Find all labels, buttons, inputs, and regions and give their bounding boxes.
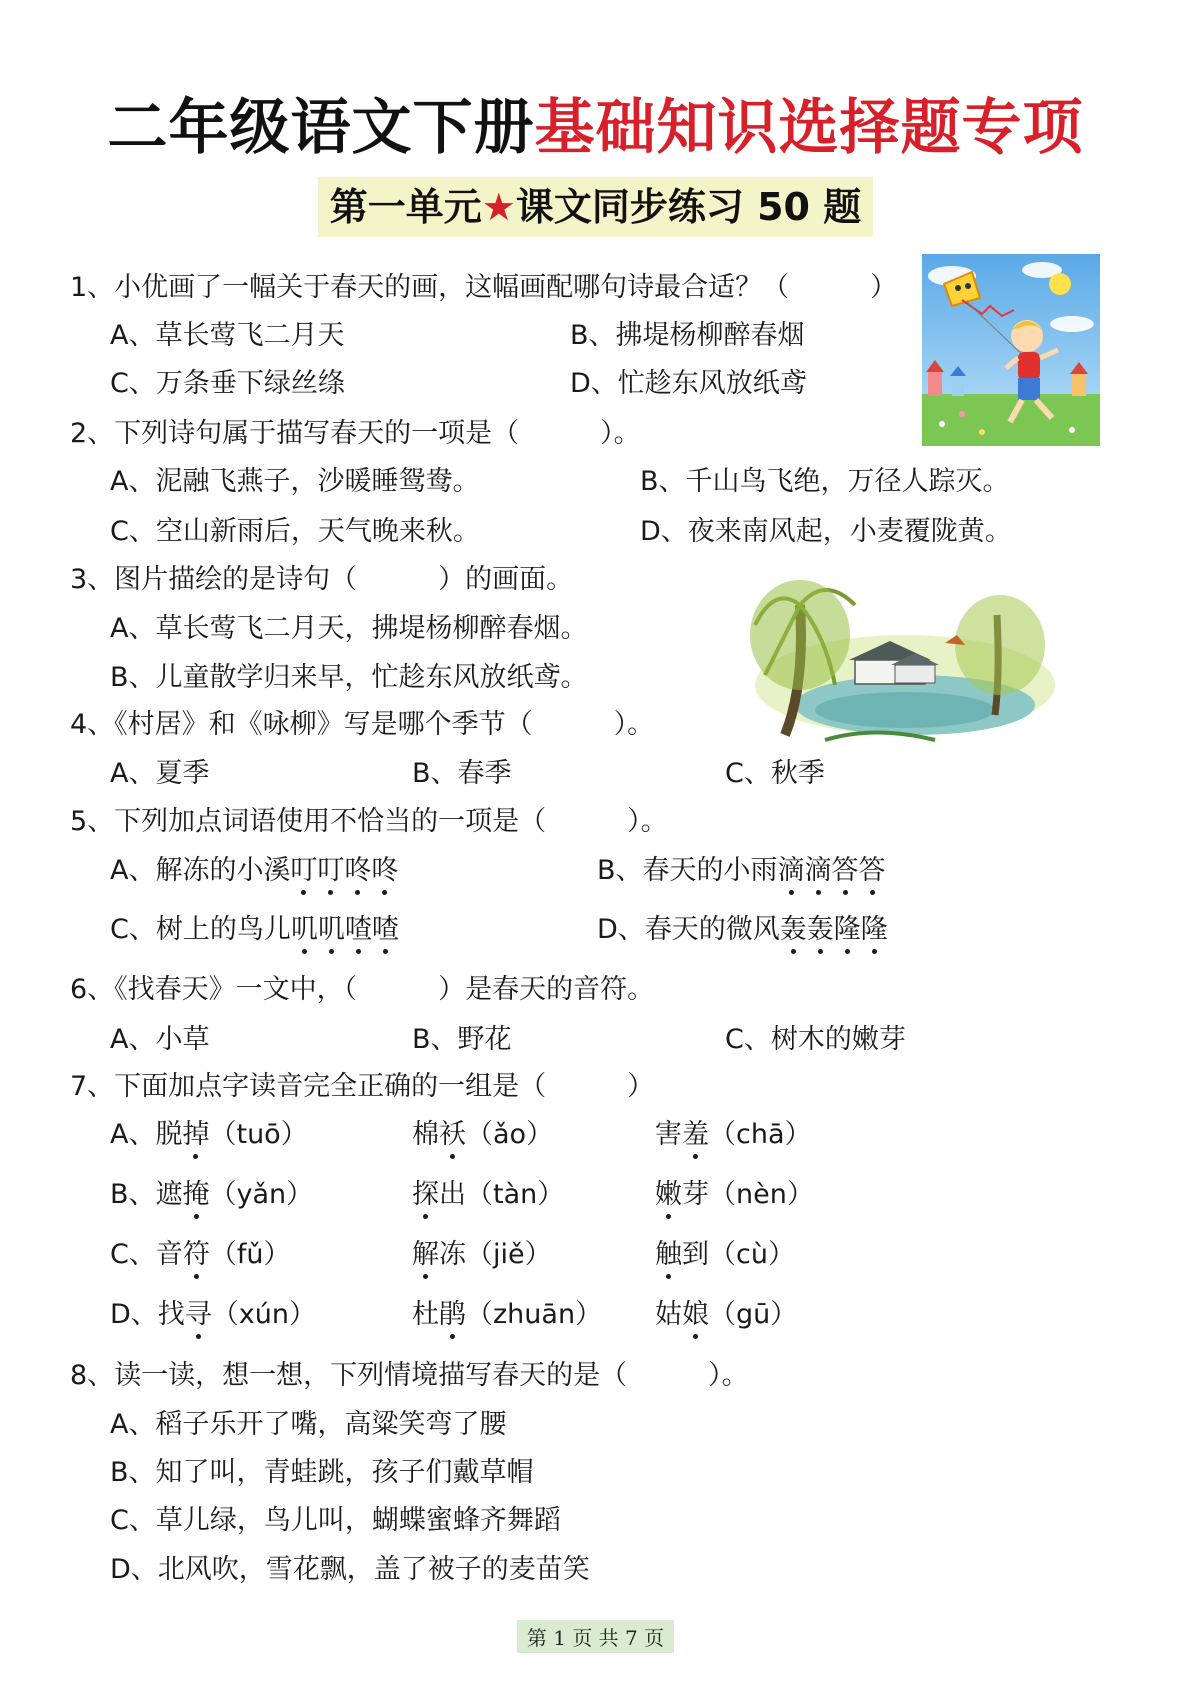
- q5-c-pre: C、树上的鸟儿: [110, 914, 291, 945]
- q7-stem: 7、下面加点字读音完全正确的一组是（ ）: [70, 1071, 655, 1102]
- q7-option-d-item-3: [655, 1297, 797, 1333]
- pinyin: （cù）: [709, 1239, 795, 1270]
- q5-stem: 5、下列加点词语使用不恰当的一项是（ ）。: [70, 806, 668, 837]
- q5-a-pre: A、解冻的小溪: [110, 855, 291, 886]
- word-char: 鹃: [439, 1297, 466, 1333]
- dotted-char: 轰: [780, 912, 807, 948]
- option-letter: B、: [110, 1179, 156, 1210]
- q1-option-d[interactable]: D、忙趁东风放纸鸢: [570, 368, 807, 399]
- q3-option-b[interactable]: B、儿童散学归来早，忙趁东风放纸鸢。: [110, 662, 588, 693]
- star-icon: ★: [481, 185, 516, 229]
- dotted-char: 答: [832, 853, 859, 889]
- q8-option-a[interactable]: A、稻子乐开了嘴，高粱笑弯了腰: [110, 1409, 507, 1440]
- kite-boy-illustration: [922, 254, 1100, 446]
- pinyin: （xún）: [211, 1299, 316, 1330]
- q2-stem: 2、下列诗句属于描写春天的一项是（ ）。: [70, 418, 641, 449]
- pinyin: （nèn）: [709, 1179, 814, 1210]
- dotted-char: 叮: [317, 853, 344, 889]
- pinyin: （tuō）: [209, 1119, 308, 1150]
- word-char: 掩: [183, 1177, 210, 1213]
- q6-option-b[interactable]: B、野花: [412, 1024, 512, 1055]
- q5-option-a[interactable]: [110, 853, 398, 889]
- word-char: 到: [682, 1239, 709, 1270]
- q7-option-b-item-1[interactable]: [110, 1177, 313, 1213]
- word-char: 娘: [682, 1297, 709, 1333]
- word-char: 害: [655, 1119, 682, 1150]
- willow-river-illustration: [745, 565, 1060, 745]
- dotted-char: 咚: [371, 853, 398, 889]
- q7-option-a-item-3: [655, 1117, 812, 1153]
- q7-option-b-item-2: [412, 1177, 564, 1213]
- word-char: 袄: [439, 1117, 466, 1153]
- word-char: 音: [155, 1239, 183, 1270]
- subtitle-post: 课文同步练习 50 题: [515, 185, 862, 229]
- word-char: 找: [157, 1299, 185, 1330]
- word-char: 遮: [155, 1179, 183, 1210]
- subtitle: [318, 177, 873, 237]
- subtitle-pre: 第一单元: [329, 185, 482, 229]
- q5-option-d[interactable]: [597, 912, 888, 948]
- dotted-char: 喳: [345, 912, 372, 948]
- dotted-char: 叮: [290, 853, 317, 889]
- q2-option-c[interactable]: C、空山新雨后，天气晚来秋。: [110, 516, 480, 547]
- word-char: 芽: [682, 1179, 709, 1210]
- pinyin: （jiě）: [466, 1239, 552, 1270]
- word-char: 姑: [655, 1299, 682, 1330]
- word-char: 出: [439, 1179, 466, 1210]
- page-title: [0, 88, 1191, 168]
- q8-option-b[interactable]: B、知了叫，青蛙跳，孩子们戴草帽: [110, 1457, 534, 1488]
- pinyin: （tàn）: [466, 1179, 565, 1210]
- dotted-char: 叽: [318, 912, 345, 948]
- dotted-char: 咚: [344, 853, 371, 889]
- q5-b-pre: B、春天的小雨: [597, 855, 778, 886]
- word-char: 掉: [182, 1117, 209, 1153]
- option-letter: D、: [110, 1299, 158, 1330]
- page-footer: [0, 1620, 1191, 1653]
- q2-option-a[interactable]: A、泥融飞燕子，沙暖睡鸳鸯。: [110, 466, 480, 497]
- word-char: 探: [412, 1177, 439, 1213]
- pinyin: （ǎo）: [466, 1119, 554, 1150]
- q8-stem: 8、读一读，想一想，下列情境描写春天的是（ ）。: [70, 1360, 749, 1391]
- q7-option-d-item-1[interactable]: [110, 1297, 316, 1333]
- q7-option-c-item-2: [412, 1237, 552, 1273]
- q7-option-d-item-2: [412, 1297, 602, 1333]
- q7-option-a-item-2: [412, 1117, 553, 1153]
- page-number: 第 1 页 共 7 页: [517, 1620, 674, 1653]
- q8-option-d[interactable]: D、北风吹，雪花飘，盖了被子的麦苗笑: [110, 1554, 590, 1585]
- dotted-char: 答: [859, 853, 886, 889]
- title-red: 基础知识选择题专项: [534, 93, 1084, 163]
- q1-option-b[interactable]: B、拂堤杨柳醉春烟: [570, 320, 805, 351]
- pinyin: （zhuān）: [466, 1299, 603, 1330]
- q5-option-c[interactable]: [110, 912, 399, 948]
- title-black: 二年级语文下册: [107, 93, 535, 163]
- pinyin: （chā）: [709, 1119, 812, 1150]
- word-char: 棉: [412, 1119, 439, 1150]
- dotted-char: 滴: [805, 853, 832, 889]
- q1-option-a[interactable]: A、草长莺飞二月天: [110, 320, 345, 351]
- pinyin: （fǔ）: [209, 1239, 291, 1270]
- option-letter: C、: [110, 1239, 156, 1270]
- dotted-char: 轰: [807, 912, 834, 948]
- q8-option-c[interactable]: C、草儿绿，鸟儿叫，蝴蝶蜜蜂齐舞蹈: [110, 1505, 561, 1536]
- option-letter: A、: [110, 1119, 156, 1150]
- word-char: 脱: [155, 1119, 183, 1150]
- q4-option-b[interactable]: B、春季: [412, 758, 512, 789]
- q6-option-a[interactable]: A、小草: [110, 1024, 210, 1055]
- word-char: 寻: [185, 1297, 212, 1333]
- pinyin: （yǎn）: [209, 1179, 314, 1210]
- q7-option-c-item-1[interactable]: [110, 1237, 290, 1273]
- q2-option-d[interactable]: D、夜来南风起，小麦覆陇黄。: [640, 516, 1012, 547]
- q4-option-c[interactable]: C、秋季: [725, 758, 825, 789]
- word-char: 触: [655, 1237, 682, 1273]
- q2-option-b[interactable]: B、千山鸟飞绝，万径人踪灭。: [640, 466, 1010, 497]
- q4-stem: 4、《村居》和《咏柳》写是哪个季节（ ）。: [70, 709, 655, 740]
- q1-stem: 1、小优画了一幅关于春天的画，这幅画配哪句诗最合适？（ ）: [70, 272, 898, 303]
- word-char: 嫩: [655, 1177, 682, 1213]
- q5-d-pre: D、春天的微风: [597, 914, 780, 945]
- dotted-char: 隆: [834, 912, 861, 948]
- word-char: 符: [183, 1237, 210, 1273]
- pinyin: （gū）: [709, 1299, 798, 1330]
- q5-option-b[interactable]: [597, 853, 886, 889]
- q7-option-c-item-3: [655, 1237, 795, 1273]
- word-char: 羞: [682, 1117, 709, 1153]
- q3-stem: 3、图片描绘的是诗句（ ）的画面。: [70, 564, 574, 595]
- q7-option-b-item-3: [655, 1177, 814, 1213]
- q6-stem: 6、《找春天》一文中，（ ）是春天的音符。: [70, 974, 655, 1005]
- q7-option-a-item-1[interactable]: [110, 1117, 308, 1153]
- dotted-char: 喳: [372, 912, 399, 948]
- subtitle-wrap: [0, 177, 1191, 237]
- dotted-char: 隆: [861, 912, 888, 948]
- word-char: 杜: [412, 1299, 439, 1330]
- dotted-char: 滴: [778, 853, 805, 889]
- q6-option-c[interactable]: C、树木的嫩芽: [725, 1024, 906, 1055]
- word-char: 解: [412, 1237, 439, 1273]
- dotted-char: 叽: [291, 912, 318, 948]
- q1-option-c[interactable]: C、万条垂下绿丝绦: [110, 368, 345, 399]
- q3-option-a[interactable]: A、草长莺飞二月天，拂堤杨柳醉春烟。: [110, 613, 588, 644]
- q4-option-a[interactable]: A、夏季: [110, 758, 210, 789]
- word-char: 冻: [439, 1239, 466, 1270]
